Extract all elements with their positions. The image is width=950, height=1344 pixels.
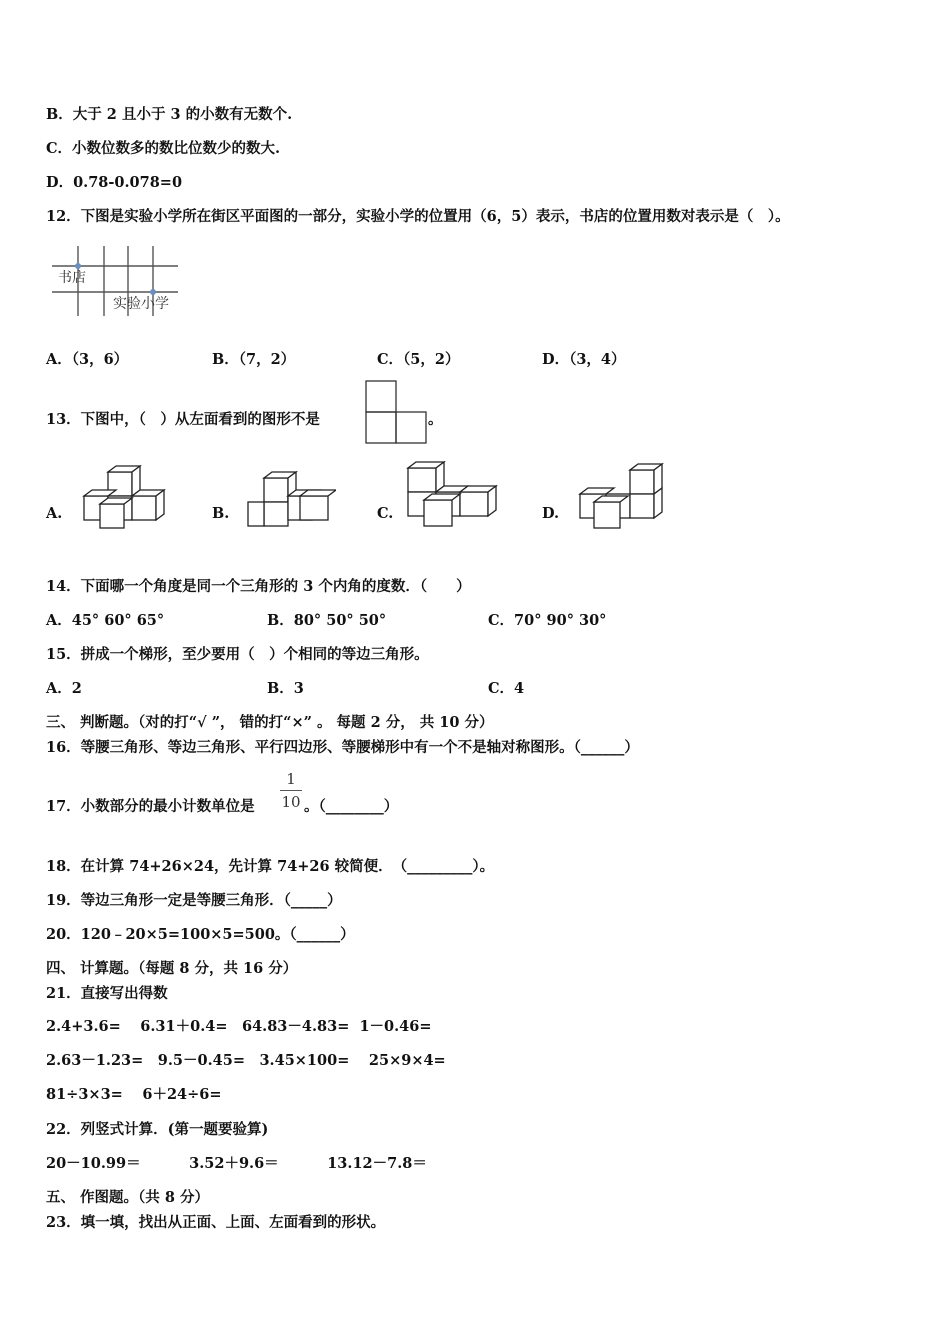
q20: 20．120﹣20×5=100×5=500。（______） (46, 926, 355, 943)
q17-stem: 17．小数部分的最小计数单位是 (46, 798, 255, 815)
q15-option-a: A．2 (46, 680, 82, 697)
q14-stem: 14．下面哪一个角度是同一个三角形的 3 个内角的度数．（ ） (46, 578, 471, 595)
cube-figure-a (80, 464, 170, 536)
q12-stem: 12．下图是实验小学所在街区平面图的一部分，实验小学的位置用（6，5）表示，书店的位置用数对表示是（ ）。 (46, 208, 790, 225)
cube-figure-b (244, 468, 336, 534)
q17-fraction (280, 770, 302, 811)
q11-option-c: C．小数位数多的数比位数少的数大. (46, 140, 281, 157)
bookstore-point (75, 263, 81, 269)
q21-row-1: 2.4+3.6= 6.31＋0.4= 64.83－4.83= 1－0.46= (46, 1018, 432, 1035)
q12-option-a: A．（3，6） (46, 351, 129, 368)
q13-stem-end: 。 (428, 411, 443, 428)
q17-tail: 。（________） (304, 798, 399, 815)
map-label-school: 实验小学 (113, 296, 169, 312)
q21-stem: 21．直接写出得数 (46, 985, 168, 1002)
left-view-figure (364, 379, 428, 445)
section-3-heading: 三、 判断题。（对的打“√ ”， 错的打“×” 。 每题 2 分， 共 10 分） (46, 714, 494, 731)
q17-fraction-denominator: 10 (281, 793, 301, 811)
q14-option-c: C．70° 90° 30° (488, 612, 607, 629)
q15-option-c: C．4 (488, 680, 525, 697)
q13-option-a: A. (46, 505, 63, 522)
q22-row: 20－10.99＝ 3.52＋9.6＝ 13.12－7.8＝ (46, 1155, 427, 1172)
q17-fraction-numerator: 1 (286, 770, 296, 788)
cube-figure-c (404, 460, 498, 532)
q16: 16．等腰三角形、等边三角形、平行四边形、等腰梯形中有一个不是轴对称图形。（______） (46, 739, 639, 756)
q12-option-d: D．（3，4） (542, 351, 626, 368)
map-label-bookstore: 书店 (58, 270, 86, 286)
q13-option-b: B. (212, 505, 230, 522)
q21-row-2: 2.63－1.23= 9.5－0.45= 3.45×100= 25×9×4= (46, 1052, 446, 1069)
section-4-heading: 四、 计算题。（每题 8 分，共 16 分） (46, 960, 298, 977)
q12-option-c: C．（5，2） (377, 351, 460, 368)
q15-option-b: B．3 (267, 680, 304, 697)
q11-option-d: D．0.78-0.078=0 (46, 174, 183, 191)
q14-option-a: A．45° 60° 65° (46, 612, 165, 629)
q14-option-b: B．80° 50° 50° (267, 612, 387, 629)
q13-option-d: D. (542, 505, 560, 522)
q22-stem: 22．列竖式计算．(第一题要验算) (46, 1121, 269, 1138)
q13-stem: 13．下图中，（ ）从左面看到的图形不是 (46, 411, 320, 428)
q11-option-b: B．大于 2 且小于 3 的小数有无数个. (46, 106, 293, 123)
q21-row-3: 81÷3×3= 6＋24÷6= (46, 1086, 222, 1103)
q15-stem: 15．拼成一个梯形，至少要用（ ）个相同的等边三角形。 (46, 646, 429, 663)
cube-figure-d (576, 462, 668, 534)
q19: 19．等边三角形一定是等腰三角形．（_____） (46, 892, 342, 909)
street-map-figure (50, 244, 195, 320)
section-5-heading: 五、 作图题。（共 8 分） (46, 1189, 209, 1206)
q23: 23．填一填，找出从正面、上面、左面看到的形状。 (46, 1214, 386, 1231)
q13-option-c: C. (377, 505, 394, 522)
q18: 18．在计算 74+26×24，先计算 74+26 较简便． （_________）。 (46, 858, 495, 875)
school-point (150, 289, 156, 295)
q12-option-b: B．（7，2） (212, 351, 296, 368)
